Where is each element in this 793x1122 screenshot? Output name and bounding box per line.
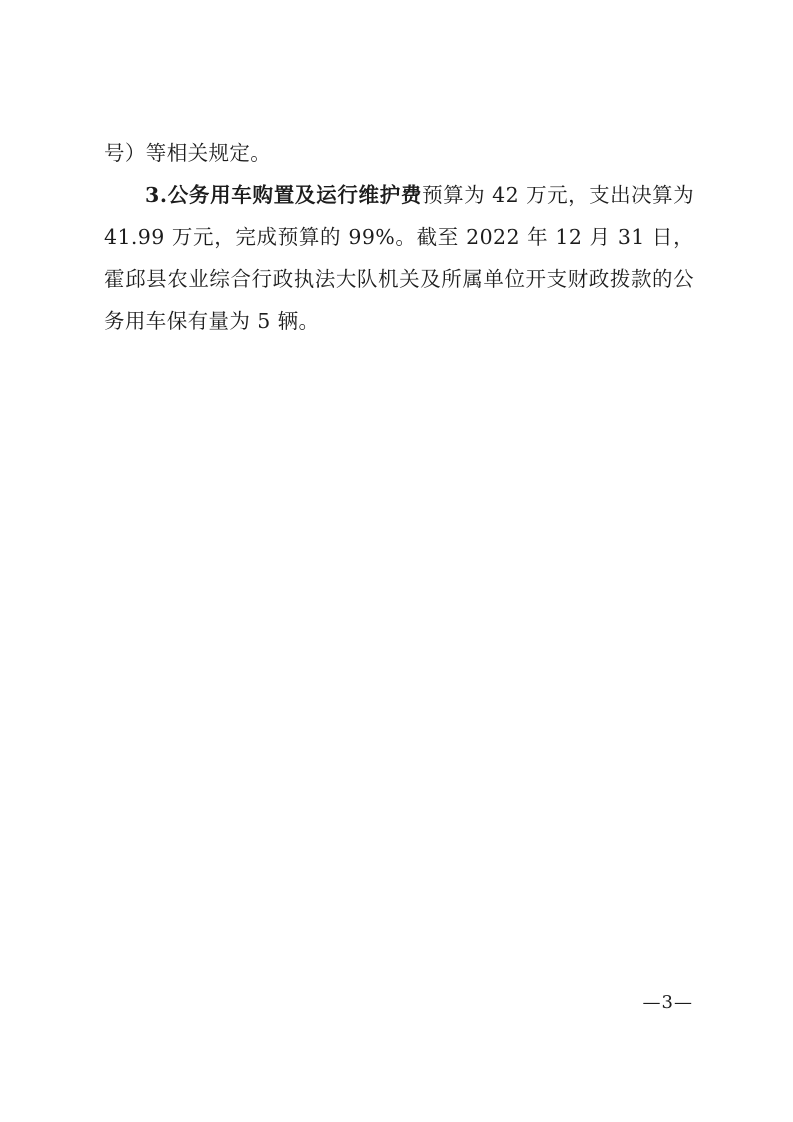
paragraph-bold-lead: 3.公务用车购置及运行维护费 xyxy=(145,183,423,207)
paragraph-continuation xyxy=(104,132,694,174)
paragraph-text: 预算为 42 万元，支出决算为 41.99 万元，完成预算的 99%。截至 2022 年 12 月 31 日，霍邱县农业综合行政执法大队机关及所属单位开支财政拨款的公务用车保有量为 5 辆。 xyxy=(104,183,694,333)
page-number: —3— xyxy=(642,992,693,1013)
paragraph-text: 号）等相关规定。 xyxy=(104,141,272,165)
paragraph-item-3 xyxy=(104,174,694,342)
document-body xyxy=(104,132,694,342)
